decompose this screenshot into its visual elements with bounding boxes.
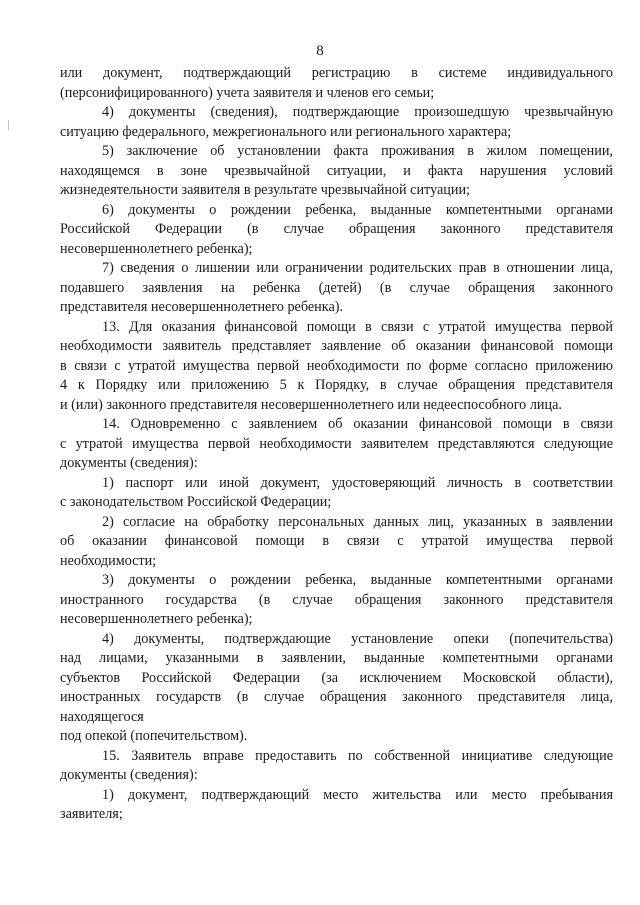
- scan-margin-mark: [8, 120, 9, 130]
- text-line: необходимости;: [60, 552, 157, 569]
- text-line: с утратой имущества первой необходимости заявителем представляются следующие: [60, 435, 613, 452]
- text-line: над лицами, указанными в заявлении, выданные компетентными органами: [60, 650, 613, 666]
- text-line: необходимости заявитель представляет заявление об оказании финансовой помощи: [60, 338, 613, 354]
- text-line: иностранного государства (в случае обращения законного представителя: [60, 591, 613, 608]
- text-line: 2) согласие на обработку персональных данных лиц, указанных в заявлении: [102, 513, 613, 530]
- text-line: и (или) законного представителя несовершеннолетнего или недееспособного лица.: [60, 396, 562, 413]
- text-line: находящегося: [60, 708, 144, 725]
- text-line: 4) документы (сведения), подтверждающие произошедшую чрезвычайную: [102, 104, 613, 120]
- text-line: 13. Для оказания финансовой помощи в связи с утратой имущества первой: [102, 318, 613, 335]
- text-line: (персонифицированного) учета заявителя и членов его семьи;: [60, 84, 435, 101]
- text-line: жизнедеятельности заявителя в результате чрезвычайной ситуации;: [60, 182, 470, 198]
- text-line: или документ, подтверждающий регистрацию в системе индивидуального: [60, 65, 613, 81]
- text-line: иностранных государств (в случае обращения законного представителя лица,: [60, 689, 613, 705]
- text-line: заявителя;: [60, 806, 123, 822]
- text-line: субъектов Российской Федерации (за исключением Московской области),: [60, 669, 613, 686]
- text-line: 4) документы, подтверждающие установление опеки (попечительства): [102, 630, 613, 647]
- text-line: ситуацию федерального, межрегионального или регионального характера;: [60, 123, 512, 140]
- text-line: несовершеннолетнего ребенка);: [60, 240, 253, 257]
- text-line: 7) сведения о лишении или ограничении родительских прав в отношении лица,: [102, 260, 613, 276]
- document-body: [60, 64, 613, 825]
- text-line: 15. Заявитель вправе предоставить по собственной инициативе следующие: [102, 747, 613, 764]
- text-line: несовершеннолетнего ребенка);: [60, 611, 253, 627]
- text-line: с законодательством Российской Федерации;: [60, 494, 332, 510]
- text-line: Российской Федерации (в случае обращения законного представителя: [60, 221, 613, 237]
- text-line: 1) паспорт или иной документ, удостоверяющий личность в соответствии: [102, 474, 613, 491]
- text-line: представителя несовершеннолетнего ребенка).: [60, 299, 344, 315]
- text-line: 3) документы о рождении ребенка, выданные компетентными органами: [102, 572, 613, 588]
- text-line: документы (сведения):: [60, 767, 198, 783]
- text-line: об оказании финансовой помощи в связи с утратой имущества первой: [60, 533, 613, 549]
- text-line: 1) документ, подтверждающий место жительства или место пребывания: [102, 786, 613, 803]
- text-line: 14. Одновременно с заявлением об оказании финансовой помощи в связи: [102, 416, 613, 432]
- text-line: 6) документы о рождении ребенка, выданные компетентными органами: [102, 201, 613, 218]
- text-line: подавшего заявления на ребенка (детей) (в случае обращения законного: [60, 279, 613, 296]
- text-line: находящемся в зоне чрезвычайной ситуации, и факта нарушения условий: [60, 162, 613, 179]
- text-line: под опекой (попечительством).: [60, 728, 248, 744]
- text-line: в связи с утратой имущества первой необходимости по форме согласно приложению: [60, 357, 613, 374]
- text-line: 4 к Порядку или приложению 5 к Порядку, в случае обращения представителя: [60, 377, 613, 393]
- text-line: 5) заключение об установлении факта проживания в жилом помещении,: [102, 143, 613, 159]
- page-number: 8: [316, 43, 324, 59]
- text-line: документы (сведения):: [60, 455, 198, 471]
